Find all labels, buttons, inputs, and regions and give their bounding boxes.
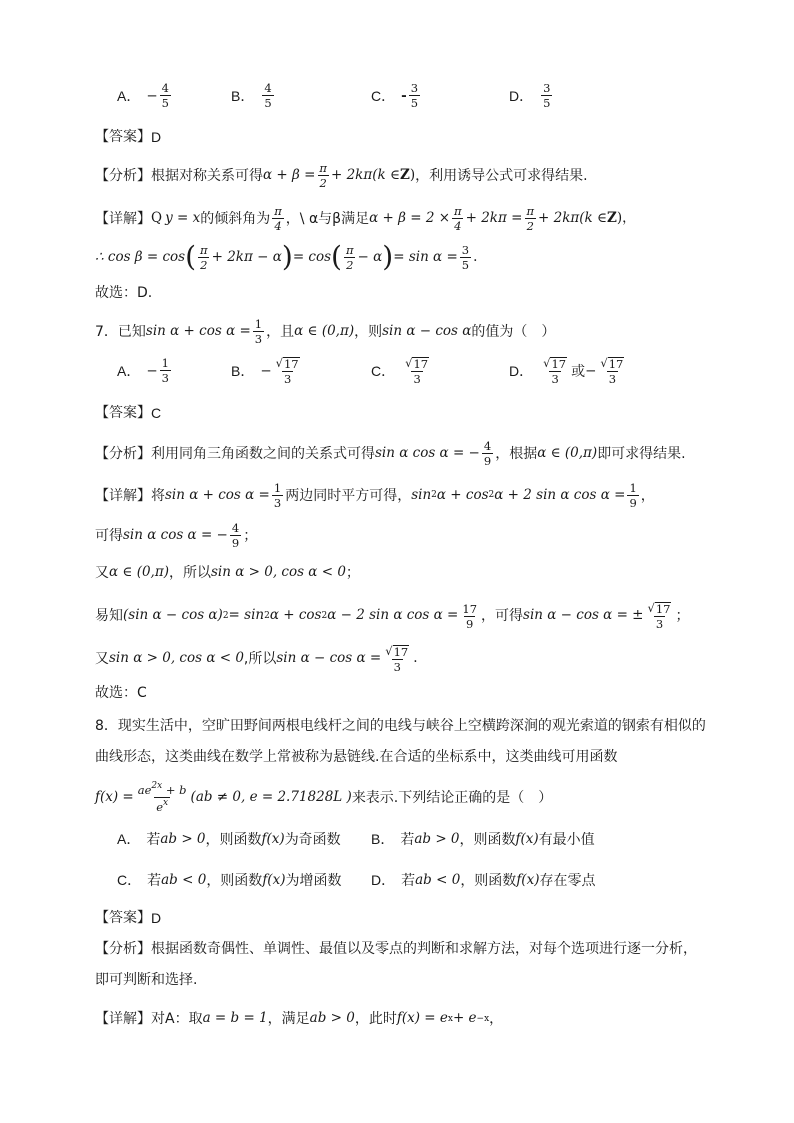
fraction: $\frac{1}{3}$ [273, 481, 282, 511]
q6-option-a: A． − $\frac{4}{5}$ [117, 81, 169, 111]
fraction: $\frac{3}{5}$ [410, 81, 419, 111]
q7-analysis: 【分析】 利用同角三角函数之间的关系式可得 sin α cos α = − $\frac{4}{9}$ ，根据 α ∈ (0,π) 即可求得结果. [95, 439, 686, 469]
fraction: $\frac{17}{9}$ [462, 601, 478, 631]
q8-option-b: B． 若 ab > 0 ，则函数 f(x) 有最小值 [371, 831, 595, 848]
fraction: $\frac{\pi}{4}$ [274, 204, 282, 234]
fraction: √ 17 3 [647, 601, 671, 632]
q6-answer: 【答案】 D [95, 129, 162, 145]
fraction: $\frac{4}{9}$ [231, 521, 240, 551]
fraction: $\frac{4}{5}$ [161, 81, 169, 111]
fraction: √ 17 3 [600, 356, 624, 387]
q8-analysis-line2: 即可判断和选择. [95, 972, 198, 988]
q8-function: f(x) = $\frac{ae^{2x} + b}{e^x}$ (ab ≠ 0, e = 2.71828L ) 来表示.下列结论正确的是（ ） [95, 781, 553, 815]
q6-detail: 【详解】 Q y = x 的倾斜角为 $\frac{\pi}{4}$ ，\ α与β满足 α + β = 2 × $\frac{\pi}{4}$ + 2kπ = $\frac{\pi}{2}$ + 2kπ(k ∈ Z )， [95, 204, 636, 234]
q8-answer: 【答案】 D [95, 910, 162, 926]
q7-answer: 【答案】 C [95, 405, 162, 421]
fraction: $\frac{\pi}{2}$ [319, 161, 327, 191]
q7-detail: 【详解】 将 sin α + cos α = $\frac{1}{3}$ 两边同时平方可得， sin 2 α + cos 2 α + 2 sin α cos α = $\frac{1}{9}$ ， [95, 481, 655, 511]
q7-stem: 7．已知 sin α + cos α = $\frac{1}{3}$ ，且 α ∈ (0,π) ，则 sin α − cos α 的值为（ ） [95, 317, 556, 347]
q8-option-a: A． 若 ab > 0 ，则函数 f(x) 为奇函数 [117, 831, 341, 848]
fraction: $\frac{1}{9}$ [629, 481, 637, 511]
q7-detail-line5: 又 sin α > 0, cos α < 0 ,所以 sin α − cos α = √ 17 3 . [95, 644, 418, 675]
fraction: $\frac{1}{3}$ [161, 356, 169, 386]
fraction: $\frac{1}{3}$ [254, 317, 263, 347]
fraction: $\frac{\pi}{2}$ [200, 243, 208, 273]
q8-option-c: C． 若 ab < 0 ，则函数 f(x) 为增函数 [117, 872, 342, 889]
fraction: $\frac{\pi}{4}$ [454, 204, 462, 234]
q7-conclusion: 故选：C [95, 685, 147, 701]
q6-option-c: C． - $\frac{3}{5}$ [371, 81, 419, 111]
q7-option-a: A． − $\frac{1}{3}$ [117, 356, 169, 386]
q6-conclusion: 故选：D. [95, 285, 153, 301]
fraction: √ 17 3 [405, 356, 429, 387]
q6-option-d: D． $\frac{3}{5}$ [509, 81, 551, 111]
q7-detail-line2: 可得 sin α cos α = − $\frac{4}{9}$ ； [95, 521, 258, 551]
q8-stem-line2: 曲线形态，这类曲线在数学上常被称为悬链线.在合适的坐标系中，这类曲线可用函数 [95, 749, 618, 765]
q8-option-d: D． 若 ab < 0 ，则函数 f(x) 存在零点 [371, 872, 596, 889]
fraction: $\frac{3}{5}$ [461, 243, 470, 273]
fraction: $\frac{\pi}{2}$ [345, 243, 354, 273]
fraction: √ 17 3 [543, 356, 567, 387]
q8-analysis-line1: 【分析】 根据函数奇偶性、单调性、最值以及零点的判断和求解方法，对每个选项进行逐一分析， [95, 941, 697, 957]
q8-stem-line1: 8．现实生活中，空旷田野间两根电线杆之间的电线与峡谷上空横跨深涧的观光索道的钢索有相似的 [95, 718, 706, 734]
q7-detail-line4: 易知 (sin α − cos α) 2 = sin 2 α + cos 2 α − 2 sin α cos α = $\frac{17}{9}$ ，可得 sin α − cos α = ± √ 17 3 ； [95, 601, 690, 632]
q6-analysis: 【分析】 根据对称关系可得 α + β = $\frac{\pi}{2}$ + 2kπ(k ∈ Z ) ，利用诱导公式可求得结果. [95, 161, 588, 191]
q6-option-b: B． $\frac{4}{5}$ [231, 81, 272, 111]
q8-detail: 【详解】 对A：取 a = b = 1 ，满足 ab > 0 ，此时 f(x) = e x + e −x ， [95, 1010, 504, 1027]
fraction: $\frac{4}{9}$ [483, 439, 492, 469]
fraction: $\frac{4}{5}$ [264, 81, 272, 111]
fraction: √ 17 3 [385, 644, 409, 675]
q7-detail-line3: 又 α ∈ (0,π) ，所以 sin α > 0, cos α < 0 ； [95, 564, 360, 581]
fraction: $\frac{\pi}{2}$ [526, 204, 535, 234]
q7-option-b: B． − √ 17 3 [231, 357, 304, 385]
fraction: $\frac{ae^{2x} + b}{e^x}$ [137, 781, 187, 815]
fraction: $\frac{3}{5}$ [543, 81, 551, 111]
q7-option-d: D． √ 17 3 或 − √ 17 3 [509, 357, 628, 385]
q7-option-c: C． √ 17 3 [371, 357, 433, 385]
fraction: √ 17 3 [275, 356, 299, 387]
q6-detail-line2: ∴ cos β = cos ( $\frac{\pi}{2}$ + 2kπ − α ) = cos ( $\frac{\pi}{2}$ − α ) = sin α = $\frac{3}{5}$ . [95, 240, 478, 274]
